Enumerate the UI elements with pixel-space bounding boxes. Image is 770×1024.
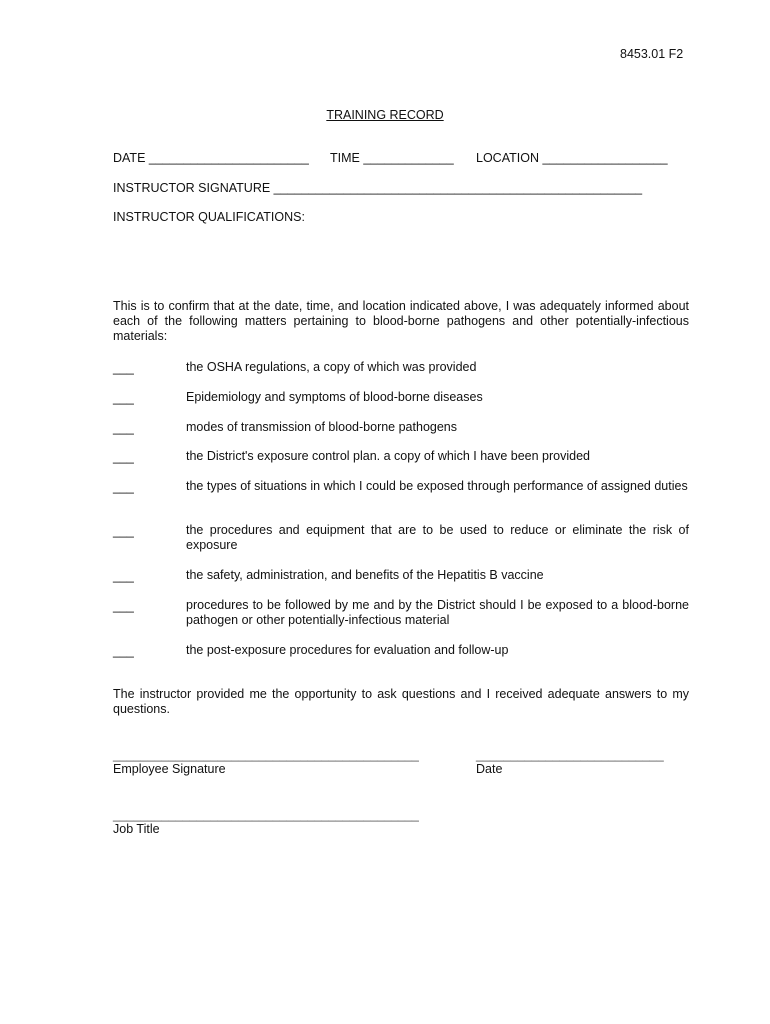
item-text: the safety, administration, and benefits of the Hepatitis B vaccine — [186, 568, 544, 582]
instructor-signature-field[interactable]: INSTRUCTOR SIGNATURE _____________________________________________________ — [113, 181, 643, 195]
date-field[interactable]: DATE _______________________ — [113, 151, 309, 165]
closing-paragraph: The instructor provided me the opportunity to ask questions and I received adequate answers to my questions. — [113, 687, 689, 716]
item-checkbox-blank[interactable]: ___ — [113, 480, 134, 494]
time-field[interactable]: TIME _____________ — [330, 151, 454, 165]
confirmation-paragraph: This is to confirm that at the date, time, and location indicated above, I was adequately informed about each of the following matters pertaining to blood-borne pathogens and other potentially-infectious materials: — [113, 299, 689, 343]
item-checkbox-blank[interactable]: ___ — [113, 524, 134, 538]
instructor-qualifications-label: INSTRUCTOR QUALIFICATIONS: — [113, 210, 305, 224]
item-checkbox-blank[interactable]: ___ — [113, 391, 134, 405]
item-checkbox-blank[interactable]: ___ — [113, 361, 134, 375]
item-checkbox-blank[interactable]: ___ — [113, 644, 134, 658]
item-text: the OSHA regulations, a copy of which was provided — [186, 360, 477, 374]
employee-signature-line[interactable]: ____________________________________________ — [113, 748, 419, 762]
item-text: Epidemiology and symptoms of blood-borne diseases — [186, 390, 483, 404]
item-text: procedures to be followed by me and by the District should I be exposed to a blood-borne pathogen or other potentially-infectious material — [186, 598, 689, 627]
form-number: 8453.01 F2 — [620, 47, 684, 61]
job-title-label: Job Title — [113, 822, 160, 836]
item-checkbox-blank[interactable]: ___ — [113, 421, 134, 435]
item-text: modes of transmission of blood-borne pathogens — [186, 420, 457, 434]
document-title: TRAINING RECORD — [326, 108, 444, 122]
date-signature-line[interactable]: ___________________________ — [476, 748, 664, 762]
item-text: the District's exposure control plan. a copy of which I have been provided — [186, 449, 590, 463]
item-checkbox-blank[interactable]: ___ — [113, 450, 134, 464]
employee-signature-label: Employee Signature — [113, 762, 226, 776]
date-signature-label: Date — [476, 762, 503, 776]
job-title-line[interactable]: ____________________________________________ — [113, 808, 419, 822]
item-text: the procedures and equipment that are to be used to reduce or eliminate the risk of exposure — [186, 523, 689, 552]
location-field[interactable]: LOCATION __________________ — [476, 151, 668, 165]
item-text: the post-exposure procedures for evaluation and follow-up — [186, 643, 509, 657]
item-checkbox-blank[interactable]: ___ — [113, 569, 134, 583]
item-text: the types of situations in which I could be exposed through performance of assigned duties — [186, 479, 688, 493]
item-checkbox-blank[interactable]: ___ — [113, 599, 134, 613]
